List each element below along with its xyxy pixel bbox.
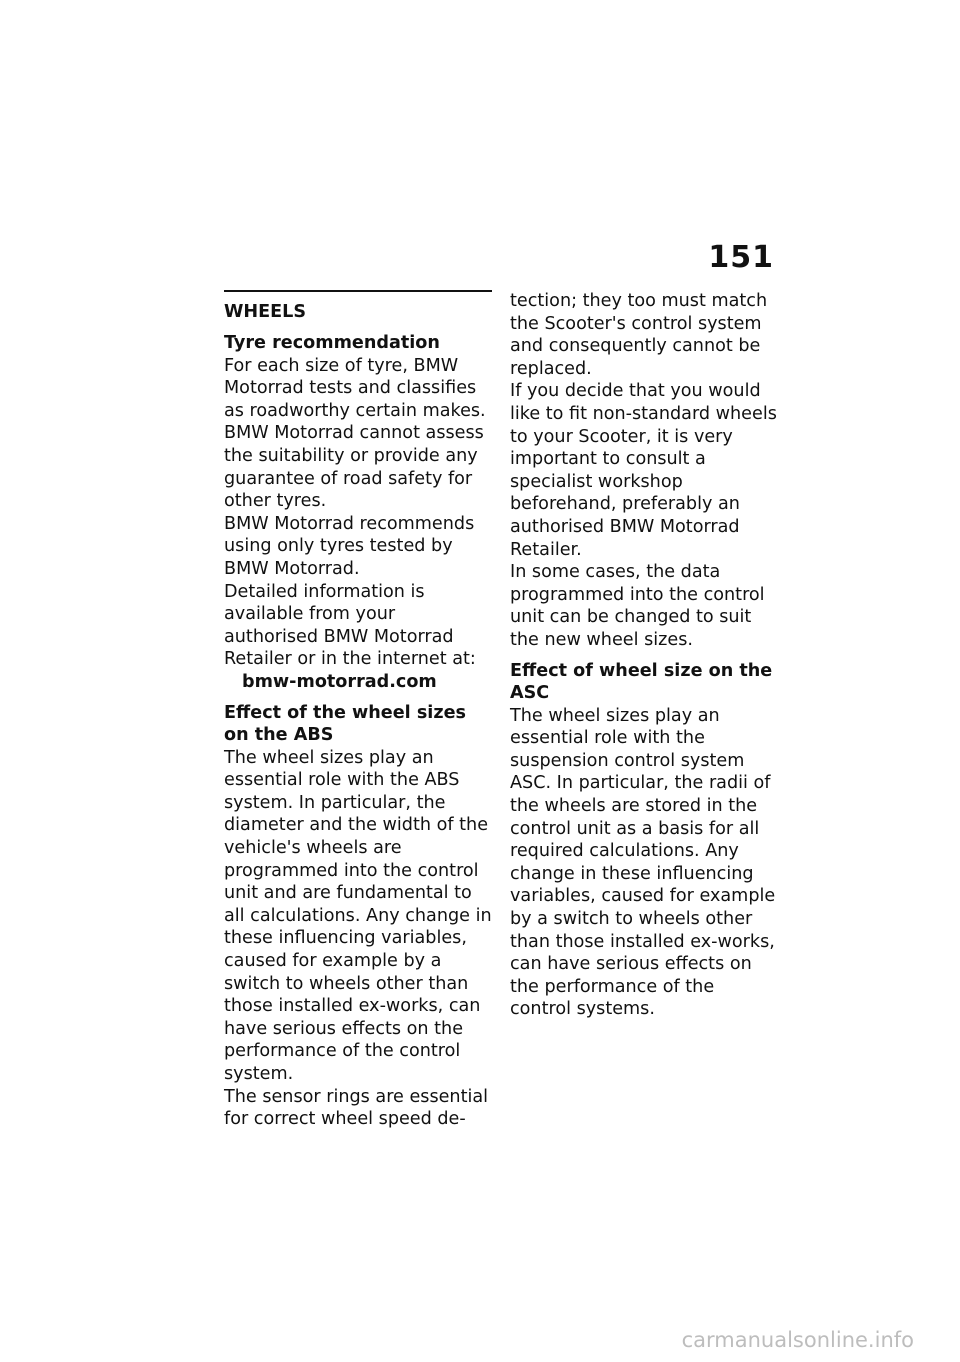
section-header xyxy=(224,290,492,324)
continued-paragraph-3: In some cases, the data programmed into the control unit can be changed to suit the new wheel sizes. xyxy=(510,562,765,650)
website-link[interactable]: bmw-motorrad.com xyxy=(242,671,437,692)
watermark: carmanualsonline.info xyxy=(681,1328,914,1352)
section-title: WHEELS xyxy=(224,302,307,322)
asc-heading: Effect of wheel size on the ASC xyxy=(510,660,773,704)
page-number: 151 xyxy=(708,240,774,275)
right-column xyxy=(510,290,780,1021)
tyre-paragraph-1: For each size of tyre, BMW Motorrad tests and classifies as roadworthy certain makes. BMW Motorrad cannot assess the suitability or provide any guarantee of road safety for other tyres. xyxy=(224,355,486,512)
abs-paragraph-2: The sensor rings are essential for correct wheel speed de- xyxy=(224,1086,489,1130)
tyre-paragraph-2: BMW Motorrad recommends using only tyres tested by BMW Motorrad. xyxy=(224,513,475,579)
tyre-heading: Tyre recommendation xyxy=(224,333,440,353)
left-column xyxy=(224,290,492,1131)
asc-paragraph-1: The wheel sizes play an essential role with the suspension control system ASC. In particular, the radii of the wheels are stored in the control unit as a basis for all required calculations. Any change in these influencing variables, caused for example by a switch to wheels other than those installed ex-works, can have serious effects on the performance of the control systems. xyxy=(510,705,776,1020)
tyre-paragraph-3: Detailed information is available from your authorised BMW Motorrad Retailer or in the internet at: xyxy=(224,581,476,670)
abs-paragraph-1: The wheel sizes play an essential role with the ABS system. In particular, the diameter and the width of the vehicle's wheels are programmed into the control unit and are fundamental to all calculations. Any change in these influencing variables, caused for example by a switch to wheels other than those installed ex-works, can have serious effects on the performance of the control system. xyxy=(224,747,492,1084)
continued-paragraph-1: tection; they too must match the Scooter's control system and consequently cannot be replaced. xyxy=(510,291,768,379)
abs-heading: Effect of the wheel sizes on the ABS xyxy=(224,702,466,746)
continued-paragraph-2: If you decide that you would like to fit non-standard wheels to your Scooter, it is very important to consult a specialist workshop beforehand, preferably an authorised BMW Motorrad Retailer. xyxy=(510,381,777,560)
